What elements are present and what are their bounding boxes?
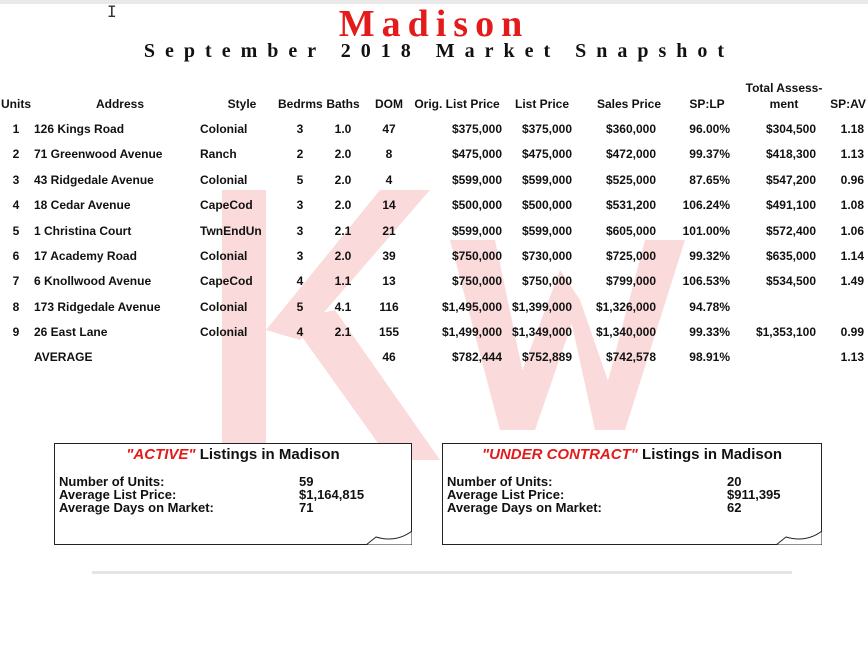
- row-sales-price: $1,340,000: [595, 325, 656, 340]
- header-sales-price: Sales Price: [596, 97, 662, 111]
- average-orig-list-price: $782,444: [451, 350, 502, 364]
- active-box-title-rest: Listings in Madison: [195, 446, 340, 463]
- row-list-price: $475,000: [521, 147, 572, 162]
- table-row: [0, 274, 868, 299]
- contract-avg-dom-value: 62: [727, 500, 742, 515]
- row-sp-av: 0.96: [840, 172, 864, 187]
- header-sp-lp: SP:LP: [689, 97, 725, 111]
- row-baths: 2.0: [334, 249, 352, 263]
- contract-avg-dom-label: Average Days on Market:: [447, 500, 602, 515]
- contract-units-value: 20: [727, 474, 742, 489]
- row-bedrms: 4: [296, 274, 304, 289]
- active-avg-dom-row: [59, 500, 314, 515]
- row-baths: 2.0: [334, 172, 352, 187]
- header-sp-av: SP:AV: [830, 97, 866, 111]
- table-row: [0, 325, 868, 350]
- row-style: Ranch: [200, 147, 237, 162]
- header-total-assessment-line2: ment: [769, 97, 799, 111]
- row-orig-list-price: $375,000: [451, 122, 502, 136]
- row-dom: 8: [385, 147, 393, 162]
- row-total-assessment: $572,400: [765, 223, 816, 238]
- row-list-price: $375,000: [521, 122, 572, 136]
- header-units: Units: [1, 97, 31, 111]
- row-address: 126 Kings Road: [34, 122, 125, 136]
- row-sp-av: 1.14: [840, 249, 864, 263]
- row-list-price: $500,000: [521, 198, 572, 213]
- row-sp-av: 1.13: [840, 147, 864, 162]
- row-orig-list-price: $475,000: [451, 147, 502, 162]
- row-sp-av: 1.08: [840, 198, 864, 213]
- row-dom: 14: [382, 198, 396, 213]
- average-dom: 46: [382, 350, 396, 364]
- row-list-price: $599,000: [521, 223, 572, 238]
- row-dom: 47: [382, 122, 396, 136]
- average-sales-price: $742,578: [605, 350, 656, 364]
- row-style: Colonial: [200, 249, 248, 263]
- contract-avg-price-label: Average List Price:: [447, 487, 565, 502]
- row-total-assessment: $304,500: [765, 122, 816, 136]
- row-style: Colonial: [200, 172, 248, 187]
- average-row: [0, 350, 868, 375]
- row-dom: 39: [382, 249, 396, 263]
- active-avg-dom-value: 71: [299, 500, 314, 515]
- text-cursor-icon: I: [107, 2, 117, 21]
- header-list-price: List Price: [514, 97, 570, 111]
- row-orig-list-price: $750,000: [451, 274, 502, 289]
- header-dom: DOM: [375, 97, 403, 111]
- row-list-price: $1,349,000: [511, 325, 572, 340]
- row-sp-lp: 106.53%: [682, 274, 730, 289]
- row-list-price: $1,399,000: [511, 299, 572, 314]
- row-baths: 1.1: [334, 274, 352, 289]
- row-dom: 155: [378, 325, 400, 340]
- row-baths: 2.1: [334, 223, 352, 238]
- row-style: Colonial: [200, 325, 248, 340]
- row-bedrms: 3: [296, 223, 304, 238]
- row-unit: 6: [12, 249, 20, 263]
- active-avg-dom-label: Average Days on Market:: [59, 500, 214, 515]
- active-units-value: 59: [299, 474, 314, 489]
- table-row: [0, 122, 868, 147]
- table-row: [0, 224, 868, 249]
- row-total-assessment: $418,300: [765, 147, 816, 162]
- row-unit: 2: [12, 147, 20, 162]
- row-list-price: $750,000: [521, 274, 572, 289]
- contract-units-label: Number of Units:: [447, 474, 553, 489]
- table-row: [0, 198, 868, 223]
- contract-box-title-rest: Listings in Madison: [637, 446, 783, 463]
- table-row: [0, 173, 868, 198]
- row-orig-list-price: $599,000: [451, 172, 502, 187]
- row-dom: 13: [382, 274, 396, 289]
- row-sales-price: $360,000: [605, 122, 656, 136]
- row-sales-price: $799,000: [605, 274, 656, 289]
- row-unit: 7: [12, 274, 20, 289]
- page-curl-icon: [366, 529, 412, 545]
- row-total-assessment: $491,100: [765, 198, 816, 213]
- row-unit: 1: [12, 122, 20, 136]
- row-unit: 5: [12, 223, 20, 238]
- row-orig-list-price: $750,000: [451, 249, 502, 263]
- header-address: Address: [95, 97, 145, 111]
- row-baths: 2.0: [334, 147, 352, 162]
- row-sales-price: $1,326,000: [595, 299, 656, 314]
- average-sp-lp: 98.91%: [689, 350, 730, 364]
- row-sp-av: 0.99: [840, 325, 864, 340]
- row-address: 18 Cedar Avenue: [34, 198, 131, 213]
- under-contract-listings-box: [442, 443, 822, 545]
- row-sales-price: $725,000: [605, 249, 656, 263]
- row-sp-av: 1.18: [840, 122, 864, 136]
- row-bedrms: 5: [296, 299, 304, 314]
- page-subtitle: September 2018 Market Snapshot: [143, 40, 735, 62]
- row-address: 1 Christina Court: [34, 223, 132, 238]
- row-bedrms: 3: [296, 122, 304, 136]
- contract-avg-dom-row: [447, 500, 742, 515]
- row-style: CapeCod: [200, 274, 253, 289]
- row-orig-list-price: $1,499,000: [441, 325, 502, 340]
- row-unit: 9: [12, 325, 20, 340]
- row-orig-list-price: $1,495,000: [441, 299, 502, 314]
- row-sales-price: $531,200: [605, 198, 656, 213]
- row-sp-lp: 99.33%: [689, 325, 730, 340]
- row-dom: 21: [382, 223, 396, 238]
- row-sales-price: $605,000: [605, 223, 656, 238]
- bottom-divider: [92, 571, 792, 574]
- header-style: Style: [227, 97, 257, 111]
- row-sp-lp: 106.24%: [682, 198, 730, 213]
- row-unit: 3: [12, 172, 20, 187]
- row-total-assessment: $534,500: [765, 274, 816, 289]
- row-bedrms: 5: [296, 172, 304, 187]
- row-sp-lp: 94.78%: [689, 299, 730, 314]
- row-total-assessment: $635,000: [765, 249, 816, 263]
- row-unit: 4: [12, 198, 20, 213]
- active-box-highlight: "ACTIVE": [126, 446, 196, 463]
- header-baths: Baths: [326, 97, 360, 111]
- page-title: Madison: [338, 3, 530, 45]
- row-unit: 8: [12, 299, 20, 314]
- row-dom: 116: [379, 299, 399, 314]
- row-address: 17 Academy Road: [34, 249, 137, 263]
- row-sp-av: 1.06: [840, 223, 864, 238]
- average-label: AVERAGE: [34, 350, 93, 364]
- row-orig-list-price: $500,000: [451, 198, 502, 213]
- row-sp-lp: 87.65%: [689, 172, 730, 187]
- row-dom: 4: [385, 172, 393, 187]
- row-style: Colonial: [200, 299, 248, 314]
- row-sp-lp: 101.00%: [682, 223, 730, 238]
- active-avg-price-label: Average List Price:: [59, 487, 177, 502]
- row-sp-lp: 96.00%: [689, 122, 730, 136]
- page-curl-icon: [776, 529, 822, 545]
- row-baths: 2.1: [334, 325, 352, 340]
- row-address: 6 Knollwood Avenue: [34, 274, 152, 289]
- row-sales-price: $525,000: [605, 172, 656, 187]
- row-baths: 4.1: [334, 299, 352, 314]
- contract-box-highlight: "UNDER CONTRACT": [481, 446, 638, 463]
- row-style: Colonial: [200, 122, 248, 136]
- contract-avg-price-value: $911,395: [727, 487, 781, 502]
- row-style: TwnEndUn: [200, 223, 262, 238]
- row-bedrms: 4: [296, 325, 304, 340]
- table-row: [0, 147, 868, 172]
- header-total-assessment-line1: Total Assess-: [745, 81, 823, 95]
- row-bedrms: 3: [296, 198, 304, 213]
- table-row: [0, 249, 868, 274]
- table-row: [0, 300, 868, 325]
- row-sp-av: 1.49: [840, 274, 864, 289]
- row-address: 173 Ridgedale Avenue: [34, 299, 161, 314]
- row-baths: 1.0: [334, 122, 352, 136]
- row-sales-price: $472,000: [605, 147, 656, 162]
- row-orig-list-price: $599,000: [451, 223, 502, 238]
- row-address: 71 Greenwood Avenue: [34, 147, 163, 162]
- row-list-price: $599,000: [521, 172, 572, 187]
- row-total-assessment: $547,200: [765, 172, 816, 187]
- row-bedrms: 2: [296, 147, 304, 162]
- active-units-label: Number of Units:: [59, 474, 165, 489]
- active-box-title: [55, 446, 411, 463]
- row-list-price: $730,000: [521, 249, 572, 263]
- row-bedrms: 3: [296, 249, 304, 263]
- header-bedrms: Bedrms: [278, 97, 323, 111]
- row-baths: 2.0: [334, 198, 352, 213]
- active-listings-box: [54, 443, 412, 545]
- row-address: 43 Ridgedale Avenue: [34, 172, 154, 187]
- row-sp-lp: 99.37%: [689, 147, 730, 162]
- average-list-price: $752,889: [521, 350, 572, 364]
- row-total-assessment: $1,353,100: [755, 325, 816, 340]
- contract-box-title: [443, 446, 821, 463]
- row-style: CapeCod: [200, 198, 253, 213]
- active-avg-price-value: $1,164,815: [299, 487, 365, 502]
- row-address: 26 East Lane: [34, 325, 108, 340]
- header-orig-list-price: Orig. List Price: [414, 97, 500, 111]
- average-sp-av: 1.13: [840, 350, 864, 364]
- row-sp-lp: 99.32%: [689, 249, 730, 263]
